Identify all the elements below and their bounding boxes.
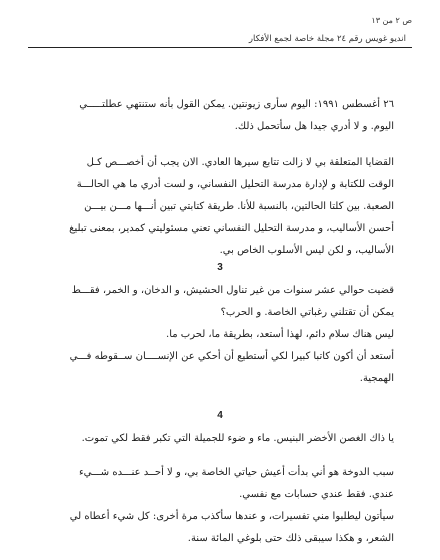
paragraph-line: يمكن أن تقتلني رغباتي الخاصة. و الحرب؟	[220, 307, 394, 318]
paragraph-line: ٢٦ أغسطس ١٩٩١: اليوم سأرى زيونتين. يمكن القول بأنه ستنتهي عطلتـــــي	[79, 99, 394, 110]
section-number: 4	[217, 410, 223, 421]
paragraph-section-3	[40, 280, 394, 390]
paragraph-line: عندي. فقط عندي حسابات مع نفسي.	[239, 489, 394, 500]
paragraph-line: الوقت للكتابة و لإدارة مدرسة التحليل النفساني، و لست أدري ما هي الحالـــة	[76, 179, 394, 190]
paragraph-line: الهمجية.	[359, 373, 394, 384]
paragraph-line: الأساليب، و لكن ليس الأسلوب الخاص بي.	[219, 245, 394, 256]
page-number: ص ٢ من ١٣	[371, 16, 412, 25]
header-rule	[28, 47, 412, 48]
paragraph-section-4	[40, 428, 394, 450]
magazine-title: انديو غويس رقم ٢٤ مجلة خاصة لجمع الأفكار	[248, 34, 406, 44]
paragraph-line: أحسن الأساليب، و مدرسة التحليل النفساني تعني مسئوليتي كمدير، بمعنى تبليغ	[69, 223, 394, 234]
paragraph-line: الصعبة. بين كلتا الحالتين، بالنسبة للأنا. طريقة كتابتي تبين أنـــها مـــن بيـــن	[84, 201, 394, 212]
paragraph-line: قضيت حوالي عشر سنوات من غير تناول الحشيش، و الدخان، و الخمر، فقـــط	[71, 285, 394, 296]
paragraph-line: الشعر، و هكذا سيبقى ذلك حتى بلوغي المائة سنة.	[187, 533, 394, 544]
paragraph-diary-entry	[40, 94, 394, 138]
paragraph-line: سبب الدوخة هو أني بدأت أعيش حياتي الخاصة بي، و لا أحــد عنـــده شـــيء	[78, 467, 394, 478]
section-number: 3	[217, 262, 223, 273]
paragraph-line: ليس هناك سلام دائم، لهذا أستعد، بطريقة ما، لحرب ما.	[166, 329, 394, 340]
paragraph-line: سيأتون ليطلبوا مني تفسيرات، و عندها سأكذب مرة أخرى: كل شيء أعطاه لي	[69, 511, 394, 522]
paragraph-writing	[40, 152, 394, 262]
paragraph-line: يا ذاك الغصن الأخضر البنيس. ماء و ضوء للجميلة التي تكبر فقط لكي تموت.	[81, 433, 394, 444]
paragraph-line: القضايا المتعلقة بي لا زالت تتابع سيرها العادي. الان يجب أن أخصـــص كـل	[86, 157, 394, 168]
paragraph-line: اليوم. و لا أدري جيدا هل سأتحمل ذلك.	[234, 121, 394, 132]
paragraph-closing	[40, 462, 394, 550]
paragraph-line: أستعد أن أكون كاتبا كبيرا لكي أستطيع أن أحكي عن الإنســــان ســقوطه فـــي	[69, 351, 394, 362]
